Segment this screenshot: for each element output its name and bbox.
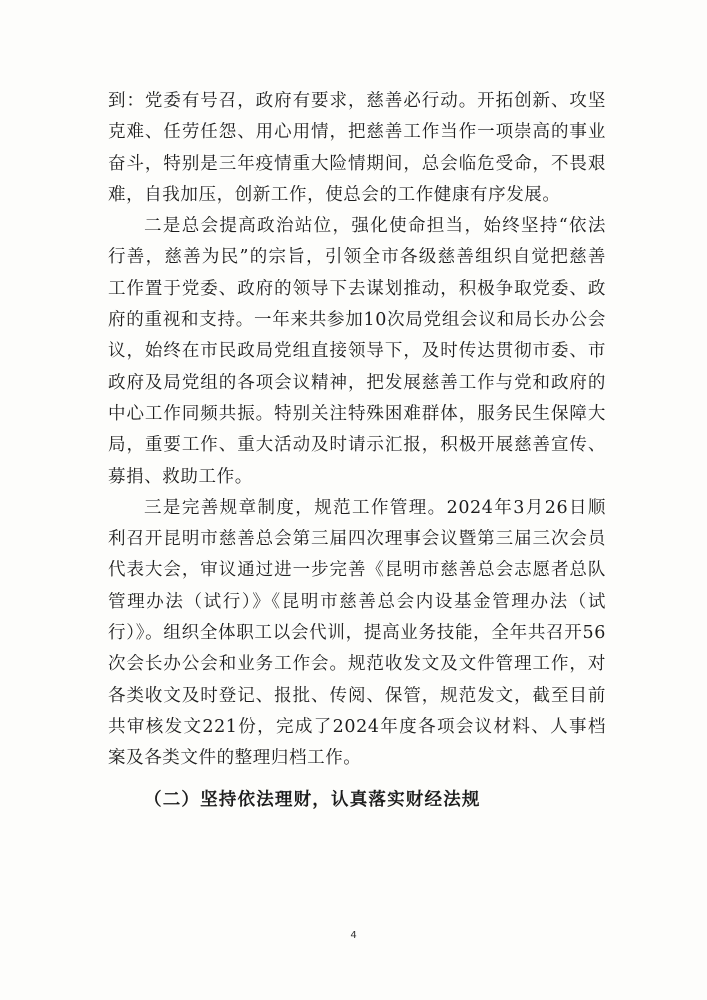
point-three-body: 完善规章制度，规范工作管理。2024年3月26日顺利召开昆明市慈善总会第三届四次理事会议暨第三届三次会员代表大会，审议通过进一步完善《昆明市慈善总会志愿者总队管理办法（试行）》《昆明市慈善总会内设基金管理办法（试行）》。组织全体职工以会代训，提高业务技能，全年共召开56次会长办公会和业务工作会。规范收发文及文件管理工作，对各类收文及时登记、报批、传阅、保管，规范发文，截至目前共审核发文221份，完成了2024年度各项会议材料、人事档案及各类文件的整理归档工作。 [108, 497, 607, 769]
page-number: 4 [350, 930, 357, 941]
document-body [108, 86, 606, 816]
point-two-lead: 二是 [144, 216, 182, 237]
paragraph-continuation: 到：党委有号召，政府有要求，慈善必行动。开拓创新、攻坚克难、任劳任怨、用心用情，把慈善工作当作一项崇高的事业奋斗，特别是三年疫情重大险情期间，总会临危受命，不畏艰难，自我加压，创新工作，使总会的工作健康有序发展。 [108, 91, 606, 205]
point-two-body: 总会提高政治站位，强化使命担当，始终坚持“依法行善，慈善为民”的宗旨，引领全市各级慈善组织自觉把慈善工作置于党委、政府的领导下去谋划推动，积极争取党委、政府的重视和支持。一年来共参加10次局党组会议和局长办公会议，始终在市民政局党组直接领导下，及时传达贯彻市委、市政府及局党组的各项会议精神，把发展慈善工作与党和政府的中心工作同频共振。特别关注特殊困难群体，服务民生保障大局，重要工作、重大活动及时请示汇报，积极开展慈善宣传、募捐、救助工作。 [108, 216, 607, 487]
section-heading: （二）坚持依法理财，认真落实财经法规 [144, 789, 481, 810]
paragraph-point-three [108, 493, 606, 775]
paragraph-point-two [108, 211, 606, 493]
point-three-lead: 三是 [144, 497, 182, 518]
